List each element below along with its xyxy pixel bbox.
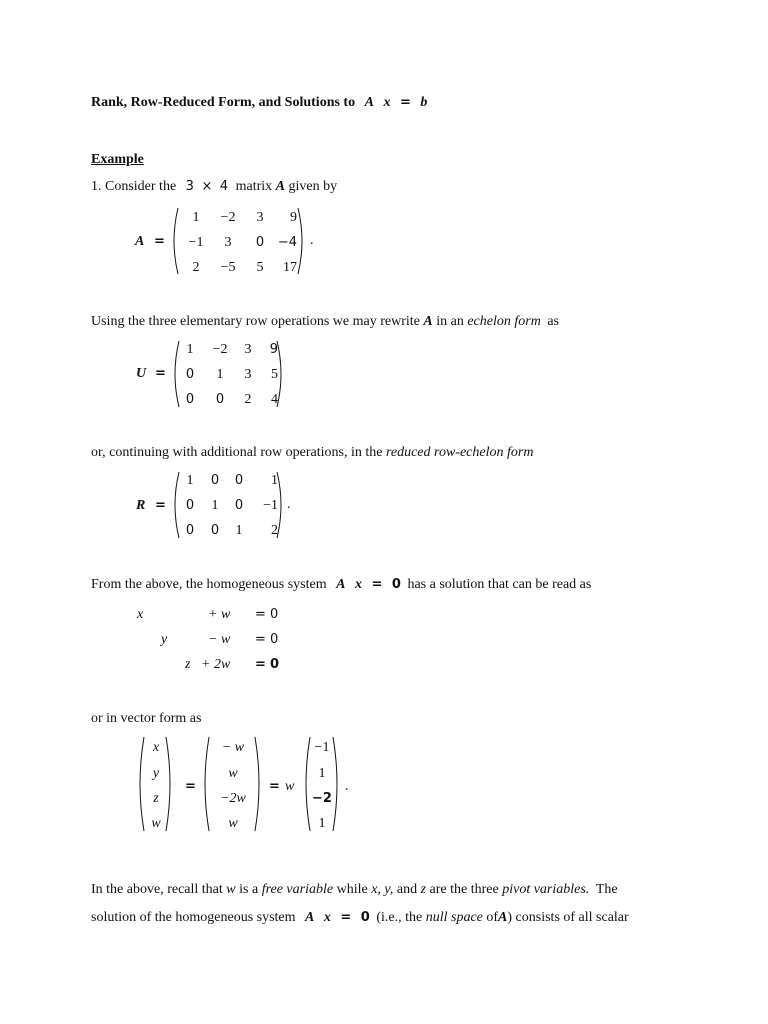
example-heading: Example	[91, 152, 144, 167]
matrix-r-name: R	[136, 498, 146, 513]
matrix-r-cell: 1	[271, 473, 278, 488]
echelon-post: as	[547, 314, 559, 329]
matrix-u-cell: 2	[244, 392, 252, 407]
system-r1-rhs: 0	[270, 607, 279, 622]
free-l1-while: while	[336, 882, 368, 897]
item1-text	[91, 180, 337, 194]
vec-mid-entry: w	[228, 766, 238, 781]
free-l2-matrix-a-2: A	[498, 910, 508, 925]
vec-scalar-w: w	[285, 779, 295, 794]
item1-cols: 4	[219, 179, 229, 194]
free-l2-zero: 0	[360, 910, 370, 925]
free-l1-are: are the three	[429, 882, 499, 897]
matrix-u-cell: 1	[186, 342, 194, 357]
homogeneous-paragraph	[91, 578, 591, 592]
matrix-r-cell: 0	[185, 498, 195, 513]
matrix-a-period: .	[310, 233, 314, 248]
free-variable-line-2	[91, 911, 629, 925]
system-r2-rhs: 0	[270, 632, 279, 647]
echelon-mid: in an	[436, 314, 464, 329]
matrix-a-cell: 9	[290, 210, 297, 225]
vec-left-entry: y	[152, 766, 160, 781]
matrix-a-left-paren	[168, 206, 180, 276]
vec-mid-entry: w	[228, 816, 238, 831]
pivot-variables-term: pivot variables.	[502, 882, 590, 897]
matrix-u-cell: 9	[269, 342, 278, 357]
item1-rows: 3	[185, 179, 194, 194]
vec-right-entry: 1	[318, 766, 326, 781]
vec-right-entry: −1	[314, 740, 330, 755]
title-matrix-a: A	[364, 95, 374, 110]
matrix-a-cell: 1	[192, 210, 200, 225]
matrix-a-equals: =	[154, 234, 165, 249]
vec-left-entry: x	[152, 740, 160, 755]
item1-times: ×	[201, 179, 213, 194]
matrix-r-period: .	[287, 497, 291, 512]
item1-suffix: given by	[288, 179, 338, 194]
matrix-a-cell: 0	[255, 235, 265, 250]
echelon-paragraph	[91, 315, 559, 329]
title-equals: =	[399, 95, 411, 110]
title-vector-x: x	[383, 95, 391, 110]
page-title	[91, 96, 427, 110]
homog-matrix-a: A	[336, 577, 346, 592]
free-l1-is: is a	[239, 882, 259, 897]
vec-left-entry: z	[153, 791, 159, 806]
vec-mid-open-paren	[199, 735, 211, 833]
homog-vector-x: x	[354, 577, 362, 592]
matrix-a-cell: 3	[224, 235, 232, 250]
system-r2-minus-w: − w	[208, 632, 231, 647]
item1-matrix-a: A	[275, 179, 286, 194]
matrix-u-cell: 0	[185, 367, 195, 382]
matrix-u-equals: =	[155, 366, 166, 381]
title-text: Rank, Row-Reduced Form, and Solutions to	[91, 95, 356, 110]
matrix-u-cell: 0	[185, 392, 195, 407]
free-l1-pre: In the above, recall that	[91, 882, 223, 897]
vec-right-entry: −2	[312, 791, 332, 806]
matrix-u-cell: −2	[212, 342, 228, 357]
free-variable-line-1	[91, 883, 618, 897]
matrix-u-cell: 0	[215, 392, 225, 407]
title-vector-b: b	[420, 95, 428, 110]
matrix-u-cell: 1	[216, 367, 224, 382]
matrix-r-cell: −1	[263, 498, 278, 513]
system-r3-plus-2w: + 2w	[201, 657, 231, 672]
free-l2-ie: (i.e., the	[376, 910, 423, 925]
echelon-matrix-a: A	[423, 314, 433, 329]
vec-right-entry: 1	[318, 816, 326, 831]
matrix-r-cell: 0	[210, 473, 220, 488]
free-l1-z: z	[420, 882, 427, 897]
rref-term: reduced row-echelon form	[385, 445, 534, 460]
vec-left-entry: w	[151, 816, 161, 831]
free-l2-pre: solution of the homogeneous system	[91, 910, 296, 925]
matrix-a-cell: 5	[256, 260, 264, 275]
free-l2-post: ) consists of all scalar	[507, 910, 629, 925]
matrix-a-cell: 17	[283, 260, 297, 275]
free-l2-vector-x: x	[323, 910, 331, 925]
system-r2-equals: =	[255, 632, 266, 647]
vec-mid-entry: − w	[221, 740, 245, 755]
vec-period: .	[345, 779, 349, 794]
free-l2-matrix-a: A	[305, 910, 315, 925]
vec-mid-entry: −2w	[220, 791, 246, 806]
free-variable-term: free variable	[261, 882, 334, 897]
matrix-a-name: A	[135, 234, 145, 249]
system-r1-equals: =	[255, 607, 266, 622]
matrix-u-name: U	[136, 366, 147, 381]
matrix-u-cell: 4	[271, 392, 278, 407]
vec-equals-1: =	[185, 779, 196, 794]
matrix-u-cell: 3	[244, 342, 252, 357]
matrix-r-equals: =	[155, 498, 166, 513]
matrix-a-cell: −4	[277, 235, 297, 250]
matrix-r-cell: 0	[210, 523, 220, 538]
free-l1-w: w	[226, 882, 236, 897]
null-space-term: null space	[425, 910, 483, 925]
homog-post: has a solution that can be read as	[407, 577, 592, 592]
system-r1-x: x	[137, 607, 144, 622]
matrix-a-right-paren	[296, 206, 308, 276]
system-r3-rhs: 0	[270, 657, 280, 672]
vec-equals-2: =	[269, 779, 280, 794]
item1-middle: matrix	[235, 179, 273, 194]
vec-left-open-paren	[134, 735, 146, 833]
homog-zero: 0	[391, 577, 401, 592]
matrix-r-cell: 1	[211, 498, 219, 513]
system-r1-plus-w: + w	[208, 607, 231, 622]
matrix-r-cell: 0	[234, 498, 244, 513]
matrix-a-cell: −1	[188, 235, 204, 250]
matrix-r-cell: 1	[186, 473, 194, 488]
rref-pre: or, continuing with additional row operations, in the	[91, 445, 383, 460]
free-l1-the: The	[595, 882, 618, 897]
free-l1-and: and	[396, 882, 418, 897]
matrix-r-cell: 0	[185, 523, 195, 538]
homog-pre: From the above, the homogeneous system	[91, 577, 327, 592]
matrix-a-cell: 3	[256, 210, 264, 225]
free-l1-xyz: x, y,	[371, 882, 394, 897]
matrix-r-cell: 1	[235, 523, 243, 538]
matrix-u-cell: 3	[244, 367, 252, 382]
echelon-form-term: echelon form	[467, 314, 541, 329]
matrix-r-cell: 2	[271, 523, 278, 538]
matrix-u-cell: 5	[271, 367, 278, 382]
homog-equals: =	[371, 577, 383, 592]
vector-form-paragraph: or in vector form as	[91, 711, 202, 726]
free-l2-equals: =	[340, 910, 352, 925]
item1-prefix: 1. Consider the	[91, 179, 177, 194]
matrix-a-cell: −5	[220, 260, 236, 275]
matrix-a-cell: −2	[220, 210, 236, 225]
system-r3-z: z	[185, 657, 191, 672]
echelon-pre: Using the three elementary row operations we may rewrite	[91, 314, 420, 329]
system-r2-y: y	[161, 632, 168, 647]
rref-paragraph	[91, 446, 533, 460]
system-r3-equals: =	[255, 657, 266, 672]
matrix-r-cell: 0	[234, 473, 244, 488]
free-l2-of: of	[486, 910, 499, 925]
matrix-a-cell: 2	[192, 260, 200, 275]
